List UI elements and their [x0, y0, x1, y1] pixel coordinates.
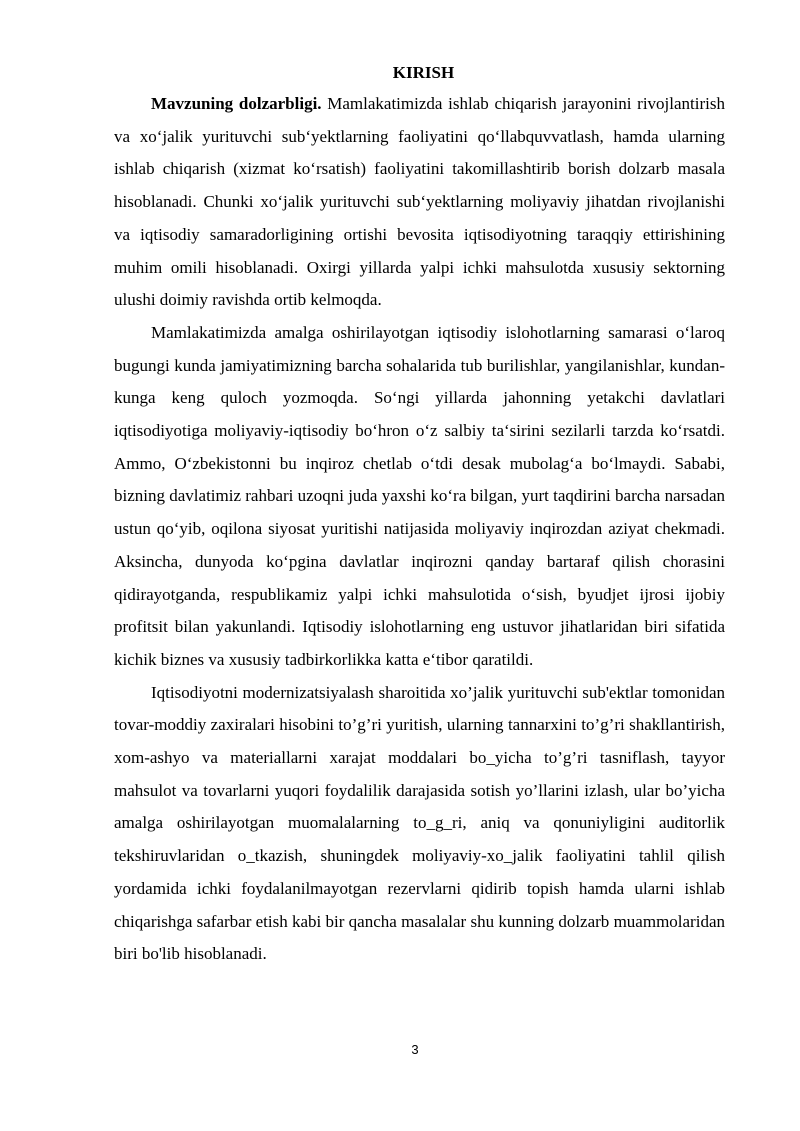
paragraph-lead: Mavzuning dolzarbligi.: [151, 94, 322, 113]
paragraph-modernization: [114, 677, 725, 971]
document-page: [114, 60, 725, 971]
section-title: KIRISH: [392, 63, 455, 82]
paragraph-text: Iqtisodiyotni modernizatsiyalash sharoitida xo’jalik yurituvchi sub'ektlar tomonidan tovar-moddiy zaxiralari hisobini to’g’ri yuritish, ularning tannarxini to’g’ri shakllantirish, xom-ashyo va materiallarni xarajat moddalari bo_yicha to’g’ri tasniflash, tayyor mahsulot va tovarlarni yuqori foydalilik darajasida sotish yo’llarini izlash, ular bo’yicha amalga oshirilayotgan muomalalarning to_g_ri, aniq va qonuniyligini auditorlik tekshiruvlaridan o_tkazish, shuningdek moliyaviy-xo_jalik faoliyatini tahlil qilish yordamida ichki foydalanilmayotgan rezervlarni qidirib topish hamda ularni ishlab chiqarishga safarbar etish kabi bir qancha masalalar shu kunning dolzarb muammolaridan biri bo'lib hisoblanadi.: [114, 682, 725, 964]
paragraph-text: Mamlakatimizda amalga oshirilayotgan iqtisodiy islohotlarning samarasi o‘laroq bugungi kunda jamiyatimizning barcha sohalarida tub burilishlar, yangilanishlar, kundan-kunga keng quloch yozmoqda. So‘ngi yillarda jahonning yetakchi davlatlari iqtisodiyotiga moliyaviy-iqtisodiy bo‘hron o‘z salbiy ta‘sirini sezilarli tarzda ko‘rsatdi. Ammo, O‘zbekistonni bu inqiroz chetlab o‘tdi desak mubolag‘a bo‘lmaydi. Sababi, bizning davlatimiz rahbari uzoqni juda yaxshi ko‘ra bilgan, yurt taqdirini barcha narsadan ustun qo‘yib, oqilona siyosat yuritishi natijasida moliyaviy inqirozdan aziyat chekmadi. Aksincha, dunyoda ko‘pgina davlatlar inqirozni qanday bartaraf qilish chorasini qidirayotganda, respublikamiz yalpi ichki mahsulotida o‘sish, byudjet ijrosi ijobiy profitsit bilan yakunlandi. Iqtisodiy islohotlarning eng ustuvor jihatlaridan biri sifatida kichik biznes va xususiy tadbirkorlikka katta e‘tibor qaratildi.: [114, 322, 725, 669]
page-number: 3: [411, 1042, 419, 1057]
paragraph-reforms: [114, 317, 725, 677]
paragraph-relevance: [114, 88, 725, 317]
paragraph-text: Mamlakatimizda ishlab chiqarish jarayonini rivojlantirish va xo‘jalik yurituvchi sub‘yektlarning faoliyatini qo‘llabquvvatlash, hamda ularning ishlab chiqarish (xizmat ko‘rsatish) faoliyatini takomillashtirib borish dolzarb masala hisoblanadi. Chunki xo‘jalik yurituvchi sub‘yektlarning moliyaviy jihatdan rivojlanishi va iqtisodiy samaradorligining ortishi bevosita iqtisodiyotning taraqqiy ettirishining muhim omili hisoblanadi. Oxirgi yillarda yalpi ichki mahsulotda xususiy sektorning ulushi doimiy ravishda ortib kelmoqda.: [114, 94, 725, 310]
